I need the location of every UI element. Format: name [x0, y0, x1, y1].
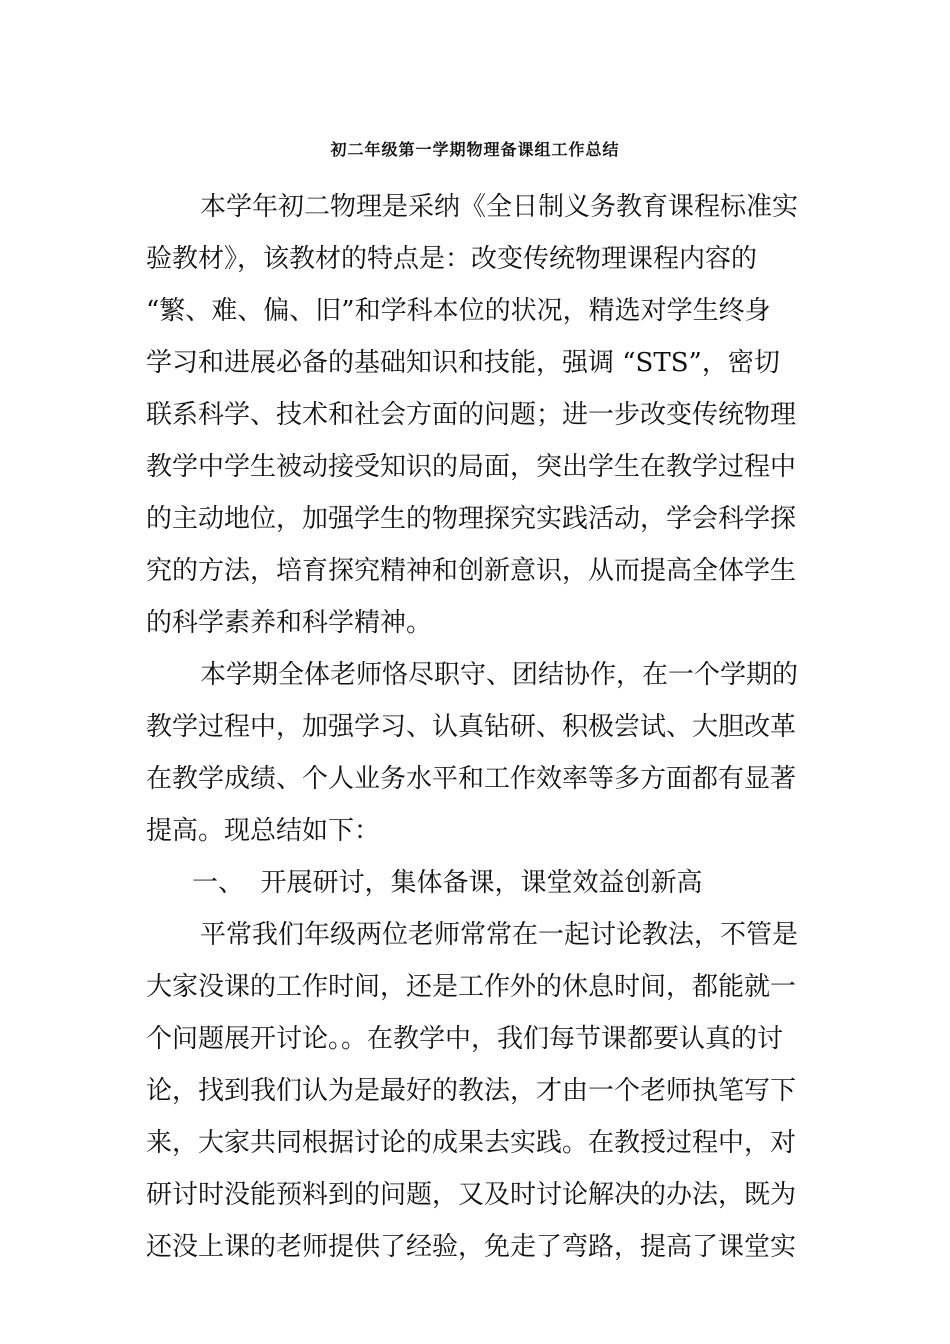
paragraph-line: 提高。现总结如下：	[146, 816, 381, 846]
paragraph-line: 个问题展开讨论。。在教学中，我们每节课都要认真的讨	[146, 1024, 784, 1054]
paragraph-line: 研讨时没能预料到的问题，又及时讨论解决的办法，既为	[146, 1180, 797, 1210]
paragraph-line: 来，大家共同根据讨论的成果去实践。在教授过程中，对	[146, 1128, 797, 1158]
paragraph-line: 平常我们年级两位老师常常在一起讨论教法，不管是	[200, 920, 799, 950]
document-title: 初二年级第一学期物理备课组工作总结	[330, 140, 620, 159]
paragraph-line: 教学中学生被动接受知识的局面，突出学生在教学过程中	[146, 452, 797, 482]
paragraph-line: 教学过程中，加强学习、认真钻研、积极尝试、大胆改革	[146, 712, 797, 742]
paragraph-line: 在教学成绩、个人业务水平和工作效率等多方面都有显著	[146, 764, 797, 794]
paragraph-line: 本学期全体老师恪尽职守、团结协作，在一个学期的	[200, 660, 799, 690]
paragraph-line: 究的方法，培育探究精神和创新意识，从而提高全体学生	[146, 556, 797, 586]
paragraph-line: 本学年初二物理是采纳《全日制义务教育课程标准实	[200, 192, 799, 222]
paragraph-line: 还没上课的老师提供了经验，免走了弯路，提高了课堂实	[146, 1232, 797, 1262]
paragraph-line: 的科学素养和科学精神。	[146, 608, 433, 638]
paragraph-line: 联系科学、技术和社会方面的问题；进一步改变传统物理	[146, 400, 797, 430]
paragraph-line: 验教材》，该教材的特点是：改变传统物理课程内容的	[146, 244, 758, 274]
paragraph-line: 大家没课的工作时间，还是工作外的休息时间，都能就一	[146, 972, 797, 1002]
paragraph-line: “繁、难、偏、旧”和学科本位的状况，精选对学生终身	[146, 296, 771, 326]
paragraph-line: 论，找到我们认为是最好的教法，才由一个老师执笔写下	[146, 1076, 797, 1106]
paragraph-line: 的主动地位，加强学生的物理探究实践活动，学会科学探	[146, 504, 797, 534]
section-heading: 一、 开展研讨，集体备课，课堂效益创新高	[192, 868, 703, 898]
paragraph-line: 学习和进展必备的基础知识和技能，强调 “STS”，密切	[146, 348, 780, 378]
